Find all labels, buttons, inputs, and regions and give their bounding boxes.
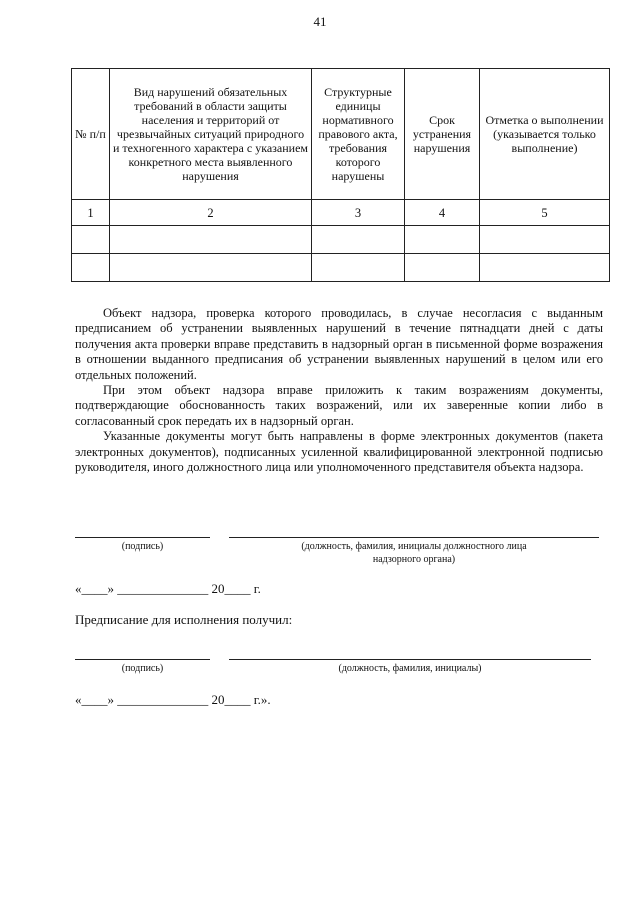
violations-table — [71, 68, 610, 282]
page-number: 41 — [313, 14, 327, 29]
table-cell — [480, 226, 610, 254]
paragraph-supporting-documents: При этом объект надзора вправе приложить к таким возражениям документы, подтверждающие обоснованность таких возражений, или их заверенные копии либо в согласованный срок передать их в надзорный орган. — [75, 383, 603, 428]
position-caption-line2: надзорного органа) — [372, 554, 456, 565]
header-violation-type: Вид нарушений обязательных требований в области защиты населения и территорий от чрезвычайных ситуаций природного и техногенного характера с указанием конкретного места выявленного нарушения — [110, 69, 312, 200]
header-deadline: Срок устранения нарушения — [405, 69, 480, 200]
column-number-cell: 1 — [72, 200, 110, 226]
position-line — [229, 537, 599, 538]
header-structural-units: Структурные единицы нормативного правового акта, требования которого нарушены — [312, 69, 405, 200]
signature-line — [75, 537, 210, 538]
column-number-cell: 3 — [312, 200, 405, 226]
column-number-cell: 4 — [405, 200, 480, 226]
position-caption — [229, 540, 599, 566]
position-caption: (должность, фамилия, инициалы) — [338, 663, 482, 674]
table-column-numbers-row — [72, 200, 610, 226]
table-cell — [480, 254, 610, 282]
position-caption-line1: (должность, фамилия, инициалы должностного лица — [301, 541, 527, 552]
header-number: № п/п — [72, 69, 110, 200]
signature-line — [75, 659, 210, 660]
column-number-cell: 5 — [480, 200, 610, 226]
signature-caption: (подпись) — [121, 663, 164, 674]
table-cell — [72, 226, 110, 254]
position-line — [229, 659, 591, 660]
paragraph-objection-rights: Объект надзора, проверка которого проводилась, в случае несогласия с выданным предписанием об устранении выявленных нарушений в течение пятнадцати дней с даты получения акта проверки вправе представить в надзорный орган в письменной форме возражения в отношении выданного предписания об устранении выявленных нарушений в целом или его отдельных положений. — [75, 306, 603, 382]
table-cell — [312, 254, 405, 282]
column-number-cell: 2 — [110, 200, 312, 226]
table-cell — [405, 254, 480, 282]
table-cell — [72, 254, 110, 282]
table-cell — [110, 254, 312, 282]
table-cell — [312, 226, 405, 254]
table-row — [72, 254, 610, 282]
table-row — [72, 226, 610, 254]
table-header-row — [72, 69, 610, 200]
table-cell — [405, 226, 480, 254]
body-text — [75, 306, 603, 475]
header-completion-mark: Отметка о выполнении (указывается только выполнение) — [480, 69, 610, 200]
signature-caption: (подпись) — [121, 541, 164, 552]
date-field: «____» ______________ 20____ г. — [75, 581, 261, 596]
table-cell — [110, 226, 312, 254]
date-field: «____» ______________ 20____ г.». — [75, 692, 271, 707]
received-label: Предписание для исполнения получил: — [75, 612, 293, 627]
paragraph-electronic-documents: Указанные документы могут быть направлены в форме электронных документов (пакета электронных документов), подписанных усиленной квалифицированной электронной подписью руководителя, иного должностного лица или уполномоченного представителя объекта надзора. — [75, 429, 603, 475]
